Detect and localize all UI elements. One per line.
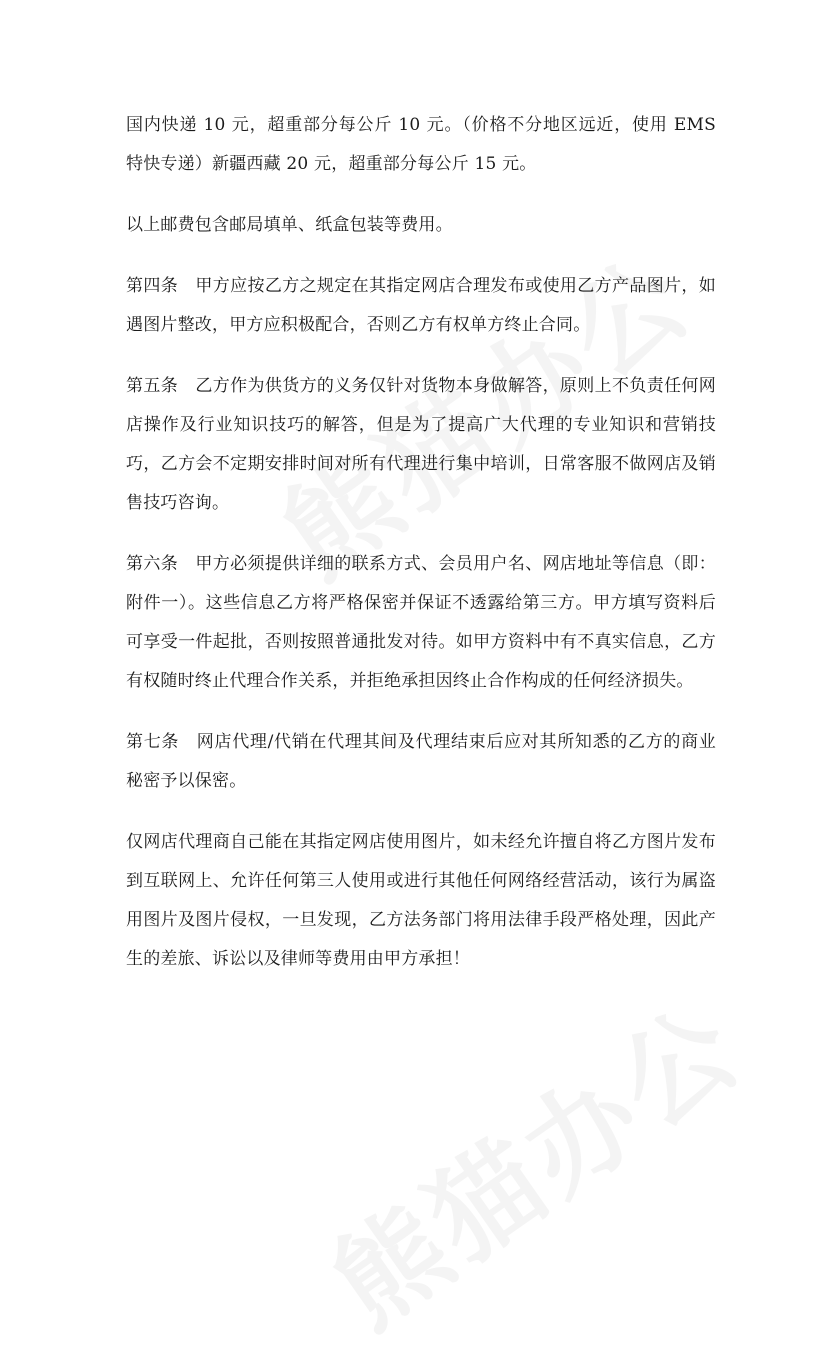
paragraph-image-usage: 仅网店代理商自己能在其指定网店使用图片，如未经允许擅自将乙方图片发布到互联网上、允许任何第三人使用或进行其他任何网络经营活动，该行为属盗用图片及图片侵权，一旦发现，乙方法务部门将用法律手段严格处理，因此产生的差旅、诉讼以及律师等费用由甲方承担！	[126, 832, 716, 969]
paragraph-article-6: 第六条 甲方必须提供详细的联系方式、会员用户名、网店地址等信息（即：附件一）。这些信息乙方将严格保密并保证不透露给第三方。甲方填写资料后可享受一件起批，否则按照普通批发对待。如甲方资料中有不真实信息，乙方有权随时终止代理合作关系，并拒绝承担因终止合作构成的任何经济损失。	[126, 554, 716, 691]
paragraph-article-4: 第四条 甲方应按乙方之规定在其指定网店合理发布或使用乙方产品图片，如遇图片整改，甲方应积极配合，否则乙方有权单方终止合同。	[126, 276, 716, 335]
paragraph-article-7: 第七条 网店代理/代销在代理其间及代理结束后应对其所知悉的乙方的商业秘密予以保密。	[126, 732, 716, 791]
paragraph-postage-note: 以上邮费包含邮局填单、纸盒包装等费用。	[126, 215, 453, 235]
paragraph-article-5: 第五条 乙方作为供货方的义务仅针对货物本身做解答，原则上不负责任何网店操作及行业知识技巧的解答，但是为了提高广大代理的专业知识和营销技巧，乙方会不定期安排时间对所有代理进行集中培训，日常客服不做网店及销售技巧咨询。	[126, 376, 716, 513]
paragraph-shipping-fees: 国内快递 10 元，超重部分每公斤 10 元。（价格不分地区远近，使用 EMS 特快专递）新疆西藏 20 元，超重部分每公斤 15 元。	[126, 115, 716, 174]
watermark	[297, 961, 768, 1357]
document-body	[126, 106, 716, 1001]
